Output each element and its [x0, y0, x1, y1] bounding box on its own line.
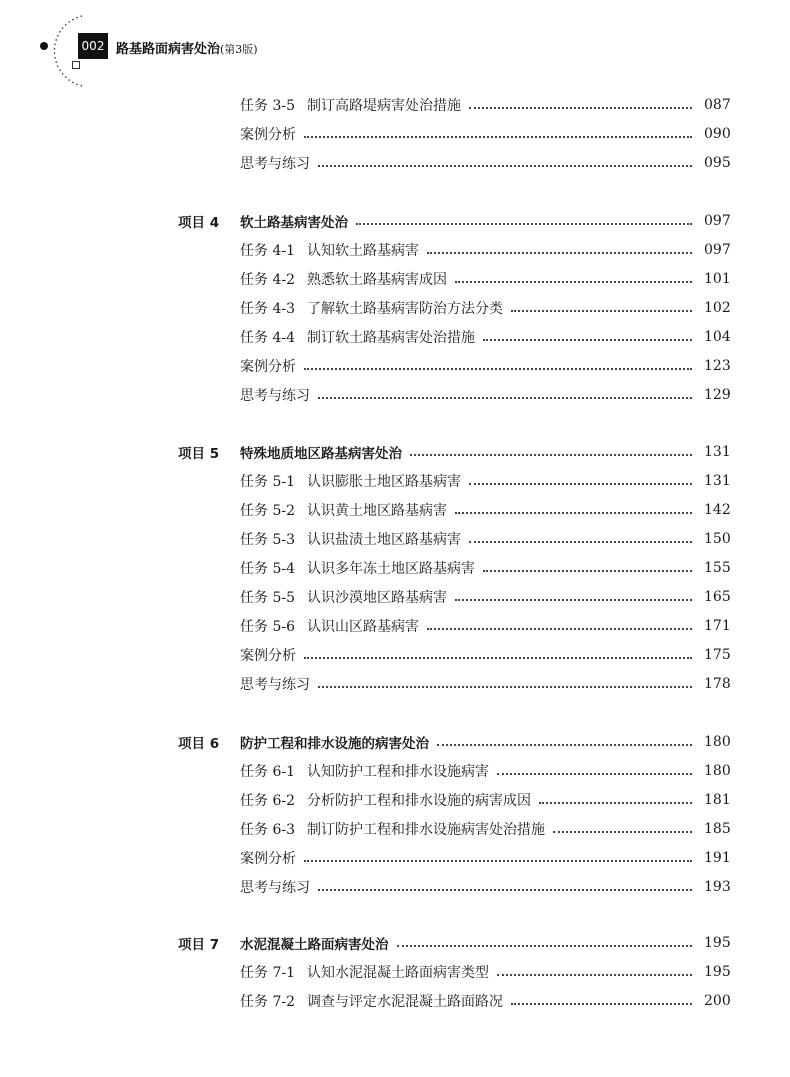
page-number: 178: [704, 676, 731, 692]
dot-leader: [553, 831, 692, 833]
entry-title: 案例分析: [240, 127, 296, 143]
entry-title: 认识山区路基病害: [307, 619, 419, 635]
dot-leader: [497, 773, 692, 775]
page-number-badge: 002: [78, 33, 108, 59]
toc-entry[interactable]: [0, 961, 790, 983]
page-number: 171: [704, 618, 731, 634]
entry-title: 思考与练习: [240, 156, 310, 172]
page-number: 131: [704, 473, 731, 489]
running-header-title: [116, 38, 258, 57]
page-number: 193: [704, 879, 731, 895]
task-number: 任务 5-6: [240, 619, 295, 635]
page-number: 142: [704, 502, 731, 518]
page-number: 097: [704, 213, 731, 229]
project-number: 项目 6: [178, 736, 220, 752]
toc-entry[interactable]: [0, 528, 790, 550]
entry-title: 分析防护工程和排水设施的病害成因: [307, 793, 531, 809]
toc-entry[interactable]: [0, 615, 790, 637]
toc-project-entry[interactable]: [0, 210, 790, 232]
header-dot: [40, 42, 48, 50]
entry-title: 思考与练习: [240, 880, 310, 896]
task-number: 任务 4-1: [240, 243, 295, 259]
toc-project-entry[interactable]: [0, 441, 790, 463]
dot-leader: [304, 657, 692, 659]
project-number: 项目 4: [178, 215, 220, 231]
page-number: 095: [704, 155, 731, 171]
dot-leader: [455, 599, 692, 601]
dot-leader: [511, 1003, 692, 1005]
dot-leader: [318, 686, 692, 688]
entry-title: 认识膨胀土地区路基病害: [307, 474, 461, 490]
page-number: 200: [704, 993, 731, 1009]
toc-entry[interactable]: [0, 239, 790, 261]
entry-title: 认识沙漠地区路基病害: [307, 590, 447, 606]
entry-title: 思考与练习: [240, 677, 310, 693]
toc-entry[interactable]: [0, 847, 790, 869]
page-number: 097: [704, 242, 731, 258]
edition-label: (第3版): [220, 43, 258, 56]
header-square-marker: [72, 61, 80, 69]
task-number: 任务 6-2: [240, 793, 295, 809]
toc-project-entry[interactable]: [0, 932, 790, 954]
entry-title: 制订高路堤病害处治措施: [307, 98, 461, 114]
dot-leader: [455, 281, 692, 283]
dot-leader: [304, 860, 692, 862]
dot-leader: [410, 454, 692, 456]
book-title: 路基路面病害处治: [116, 42, 221, 57]
task-number: 任务 4-3: [240, 301, 295, 317]
toc-entry[interactable]: [0, 326, 790, 348]
project-number: 项目 5: [178, 446, 220, 462]
page-number: 090: [704, 126, 731, 142]
task-number: 任务 7-1: [240, 965, 295, 981]
page-number: 165: [704, 589, 731, 605]
task-number: 任务 4-4: [240, 330, 295, 346]
toc-entry[interactable]: [0, 499, 790, 521]
dot-leader: [318, 165, 692, 167]
entry-title: 制订防护工程和排水设施病害处治措施: [307, 822, 545, 838]
entry-title: 认知软土路基病害: [307, 243, 419, 259]
dot-leader: [539, 802, 692, 804]
toc-entry[interactable]: [0, 123, 790, 145]
dot-leader: [356, 223, 692, 225]
page-number: 123: [704, 358, 731, 374]
task-number: 任务 5-4: [240, 561, 295, 577]
dot-leader: [469, 107, 692, 109]
page-number: 087: [704, 97, 731, 113]
entry-title: 制订软土路基病害处治措施: [307, 330, 475, 346]
entry-title: 防护工程和排水设施的病害处治: [240, 736, 429, 752]
page-number: 195: [704, 935, 731, 951]
entry-title: 认识黄土地区路基病害: [307, 503, 447, 519]
entry-title: 认识盐渍土地区路基病害: [307, 532, 461, 548]
toc-entry[interactable]: [0, 384, 790, 406]
dot-leader: [455, 512, 692, 514]
entry-title: 案例分析: [240, 851, 296, 867]
dot-leader: [483, 339, 692, 341]
page-number: 104: [704, 329, 731, 345]
toc-entry[interactable]: [0, 789, 790, 811]
task-number: 任务 5-5: [240, 590, 295, 606]
entry-title: 案例分析: [240, 359, 296, 375]
entry-title: 熟悉软土路基病害成因: [307, 272, 447, 288]
entry-title: 认知防护工程和排水设施病害: [307, 764, 489, 780]
dot-leader: [397, 945, 693, 947]
toc-entry[interactable]: [0, 268, 790, 290]
entry-title: 认识多年冻土地区路基病害: [307, 561, 475, 577]
dot-leader: [469, 483, 692, 485]
page-number: 175: [704, 647, 731, 663]
toc-project-entry[interactable]: [0, 731, 790, 753]
task-number: 任务 5-3: [240, 532, 295, 548]
dot-leader: [437, 744, 692, 746]
entry-title: 认知水泥混凝土路面病害类型: [307, 965, 489, 981]
page-number: 155: [704, 560, 731, 576]
page-number: 181: [704, 792, 731, 808]
page-number: 150: [704, 531, 731, 547]
task-number: 任务 5-2: [240, 503, 295, 519]
entry-title: 调查与评定水泥混凝土路面路况: [307, 994, 503, 1010]
page-number: 180: [704, 734, 731, 750]
page-number: 180: [704, 763, 731, 779]
task-number: 任务 5-1: [240, 474, 295, 490]
dot-leader: [304, 136, 692, 138]
task-number: 任务 6-1: [240, 764, 295, 780]
dot-leader: [469, 541, 692, 543]
dot-leader: [511, 310, 692, 312]
entry-title: 案例分析: [240, 648, 296, 664]
page-number: 195: [704, 964, 731, 980]
toc-entry[interactable]: [0, 152, 790, 174]
page-number: 129: [704, 387, 731, 403]
dot-leader: [427, 628, 692, 630]
entry-title: 特殊地质地区路基病害处治: [240, 446, 402, 462]
toc-entry[interactable]: [0, 644, 790, 666]
dot-leader: [497, 974, 692, 976]
dot-leader: [318, 889, 692, 891]
page-number: 102: [704, 300, 731, 316]
toc-entry[interactable]: [0, 818, 790, 840]
dot-leader: [304, 368, 692, 370]
entry-title: 了解软土路基病害防治方法分类: [307, 301, 503, 317]
page-number: 185: [704, 821, 731, 837]
page-number: 131: [704, 444, 731, 460]
toc-entry[interactable]: [0, 586, 790, 608]
entry-title: 思考与练习: [240, 388, 310, 404]
entry-title: 软土路基病害处治: [240, 215, 348, 231]
page-number: 101: [704, 271, 731, 287]
dot-leader: [483, 570, 692, 572]
task-number: 任务 3-5: [240, 98, 295, 114]
dot-leader: [427, 252, 692, 254]
entry-title: 水泥混凝土路面病害处治: [240, 937, 389, 953]
task-number: 任务 7-2: [240, 994, 295, 1010]
toc-entry[interactable]: [0, 876, 790, 898]
task-number: 任务 6-3: [240, 822, 295, 838]
toc-entry[interactable]: [0, 470, 790, 492]
task-number: 任务 4-2: [240, 272, 295, 288]
toc-entry[interactable]: [0, 94, 790, 116]
toc-entry[interactable]: [0, 297, 790, 319]
toc-entry[interactable]: [0, 760, 790, 782]
toc-entry[interactable]: [0, 557, 790, 579]
toc-entry[interactable]: [0, 355, 790, 377]
project-number: 项目 7: [178, 937, 220, 953]
toc-entry[interactable]: [0, 673, 790, 695]
dot-leader: [318, 397, 692, 399]
toc-entry[interactable]: [0, 990, 790, 1012]
page-number: 191: [704, 850, 731, 866]
